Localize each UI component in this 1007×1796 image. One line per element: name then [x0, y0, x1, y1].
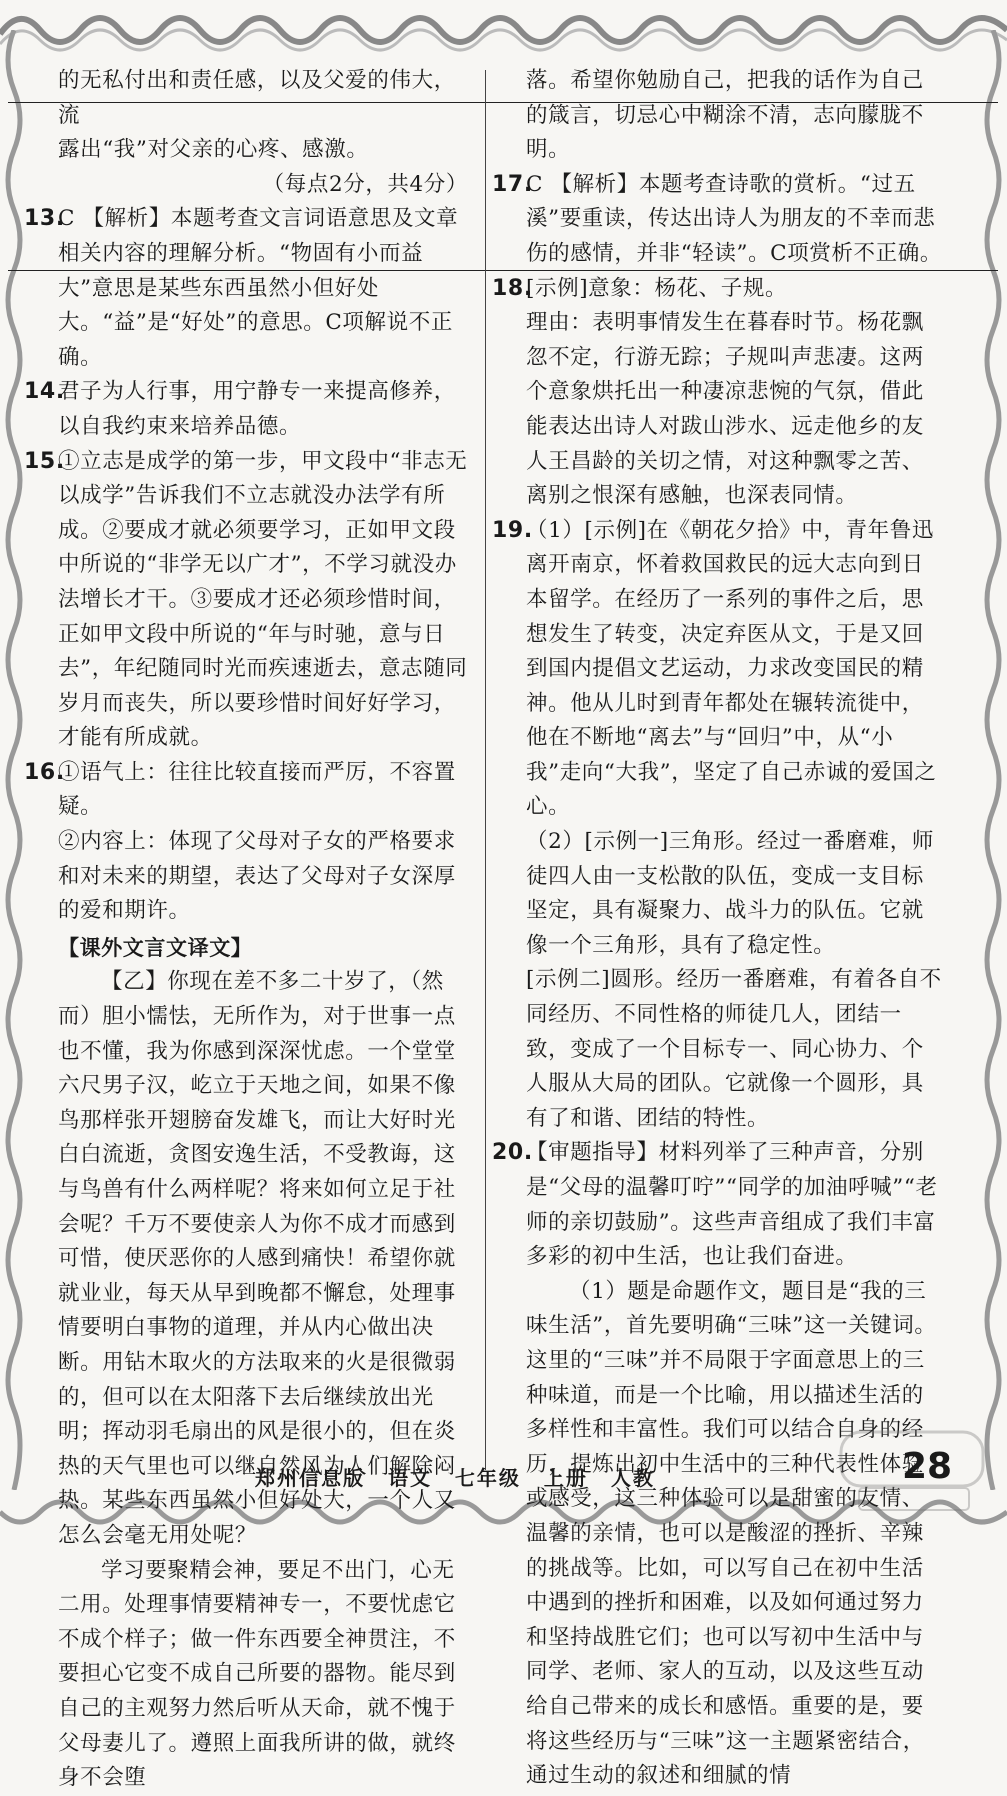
translation-paragraph: 【乙】你现在差不多二十岁了，（然而）胆小懦怯，无所作为，对于世事一点也不懂，我为你感到深深忧虑。一个堂堂六尺男子汉，屹立于天地之间，如果不像鸟那样张开翅膀奋发雄飞，而让大好时光白白流逝，贪图安逸生活，不受教诲，这与鸟兽有什么两样呢？将来如何立足于社会呢？千万不要使亲人为你不成才而感到可惜，使厌恶你的人感到痛快！希望你就就业业，每天从早到晚都不懈怠，处理事情要明白事物的道理，并从内心做出决断。用钻木取火的方法取来的火是很微弱的，但可以在太阳落下去后继续放出光明；挥动羽毛扇出的风是很小的，但在炎热的天气里也可以继自然风为人们解除闷热。某些东西虽然小但好处大，一个人又怎么会毫无用处呢？	[58, 969, 456, 1548]
answer-text: [示例二]圆形。经历一番磨难，有着各自不同经历、不同性格的师徒几人，团结一致，变成了一个目标专一、同心协力、个人服从大局的团队。它就像一个圆形，具有了和谐、团结的特性。	[526, 967, 942, 1131]
continued-text: 露出“我”对父亲的心疼、感激。	[58, 137, 369, 163]
page-number: 28	[902, 1446, 953, 1487]
continued-text: 的无私付出和责任感，以及父爱的伟大，流	[58, 68, 456, 128]
answer-17	[492, 168, 944, 272]
question-number: 16.	[24, 759, 65, 785]
answer-14	[24, 375, 474, 444]
answer-19	[492, 514, 944, 1137]
question-number: 19.	[492, 517, 533, 543]
answer-text: [示例]意象：杨花、子规。	[526, 275, 788, 301]
answer-15	[24, 445, 474, 756]
decorative-right-border	[979, 30, 1007, 1490]
translation-paragraph: 学习要聚精会神，要足不出门，心无二用。处理事情要精神专一，不要忧虑它不成个样子；做一件东西要全神贯注，不要担心它变不成自己所要的器物。能尽到自己的主观努力然后听从天命，就不愧于父母妻儿了。遵照上面我所讲的做，就终身不会堕	[58, 1557, 456, 1791]
answer-13	[24, 202, 474, 375]
question-number: 15.	[24, 448, 65, 474]
question-number: 18.	[492, 275, 533, 301]
question-number: 14.	[24, 379, 65, 405]
answer-text: 理由：表明事情发生在暮春时节。杨花飘忽不定，行游无踪；子规叫声悲凄。这两个意象烘托出一种凄凉悲惋的气氛，借此能表达出诗人对跋山涉水、远走他乡的友人王昌龄的关切之情，对这种飘零之苦、离别之恨深有感触，也深表同情。	[526, 310, 924, 509]
answer-text: （1）题是命题作文，题目是“我的三味生活”，首先要明确“三味”这一关键词。这里的“三味”并不局限于字面意思上的三种味道，而是一个比喻，用以描述生活的多样性和丰富性。我们可以结合自身的经历，提炼出初中生活中的三种代表性体验或感受，这三种体验可以是甜蜜的友情、温馨的亲情，也可以是酸涩的挫折、辛辣的挑战等。比如，可以写自己在初中生活中遇到的挫折和困难，以及如何通过努力和坚持战胜它们；也可以写初中生活中与同学、老师、家人的互动，以及这些互动给自己带来的成长和感悟。重要的是，要将这些经历与“三味”这一主题紧密结合，通过生动的叙述和细腻的情	[526, 1278, 937, 1789]
question-number: 20.	[492, 1140, 533, 1166]
score-note: （每点2分，共4分）	[262, 171, 468, 197]
answer-text: C 【解析】本题考查文言词语意思及文章相关内容的理解分析。“物固有小而益大”意思是某些东西虽然小但好处大。“益”是“好处”的意思。C项解说不正确。	[58, 206, 459, 370]
column-divider	[485, 70, 486, 1470]
right-column	[492, 64, 944, 1794]
answer-text: 【审题指导】材料列举了三种声音，分别是“父母的温馨叮咛”“同学的加油呼喊”“老师的亲切鼓励”。这些声音组成了我们丰富多彩的初中生活，也让我们奋进。	[526, 1140, 938, 1270]
question-number: 17.	[492, 171, 533, 197]
continued-text: 落。希望你勉励自己，把我的话作为自己的箴言，切忌心中糊涂不清，志向朦胧不明。	[526, 68, 924, 163]
translation-heading: 【课外文言文译文】	[58, 935, 253, 960]
answer-text: （2）[示例一]三角形。经过一番磨难，师徒四人由一支松散的队伍，变成一支目标坚定，具有凝聚力、战斗力的队伍。它就像一个三角形，具有了稳定性。	[526, 829, 934, 958]
footer-text: 郑州信息版 语文 七年级 上册 人教	[255, 1466, 655, 1490]
answer-18	[492, 272, 944, 514]
answer-text: （1）[示例]在《朝花夕拾》中，青年鲁迅离开南京，怀着救国救民的远大志向到日本留学。在经历了一系列的事件之后，思想发生了转变，决定弃医从文，于是又回到国内提倡文艺运动，力求改变国民的精神。他从儿时到青年都处在辗转流徙中，他在不断地“离去”与“回归”中，从“小我”走向“大我”，坚定了自己赤诚的爱国之心。	[526, 517, 937, 820]
answer-text: 君子为人行事，用宁静专一来提高修养，以自我约束来培养品德。	[58, 379, 456, 439]
answer-text: ①语气上：往往比较直接而严厉，不容置疑。	[58, 759, 456, 820]
question-number: 13.	[24, 206, 65, 232]
answer-16	[24, 756, 474, 929]
answer-text: ②内容上：体现了父母对子女的严格要求和对未来的期望，表达了父母对子女深厚的爱和期许。	[58, 829, 456, 924]
decorative-top-border	[0, 0, 1007, 60]
answer-text: C 【解析】本题考查诗歌的赏析。“过五溪”要重读，传达出诗人为朋友的不幸而悲伤的感情，并非“轻读”。C项赏析不正确。	[526, 171, 942, 266]
answer-text: ①立志是成学的第一步，甲文段中“非志无以成学”告诉我们不立志就没办法学有所成。②要成才就必须要学习，正如甲文段中所说的“非学无以广才”，不学习就没办法增长才干。③要成才还必须珍惜时间，正如甲文段中所说的“年与时驰，意与日去”，年纪随同时光而疾速逝去，意志随同岁月而丧失，所以要珍惜时间好好学习，才能有所成就。	[58, 448, 468, 751]
watermark-logo	[837, 1426, 987, 1516]
